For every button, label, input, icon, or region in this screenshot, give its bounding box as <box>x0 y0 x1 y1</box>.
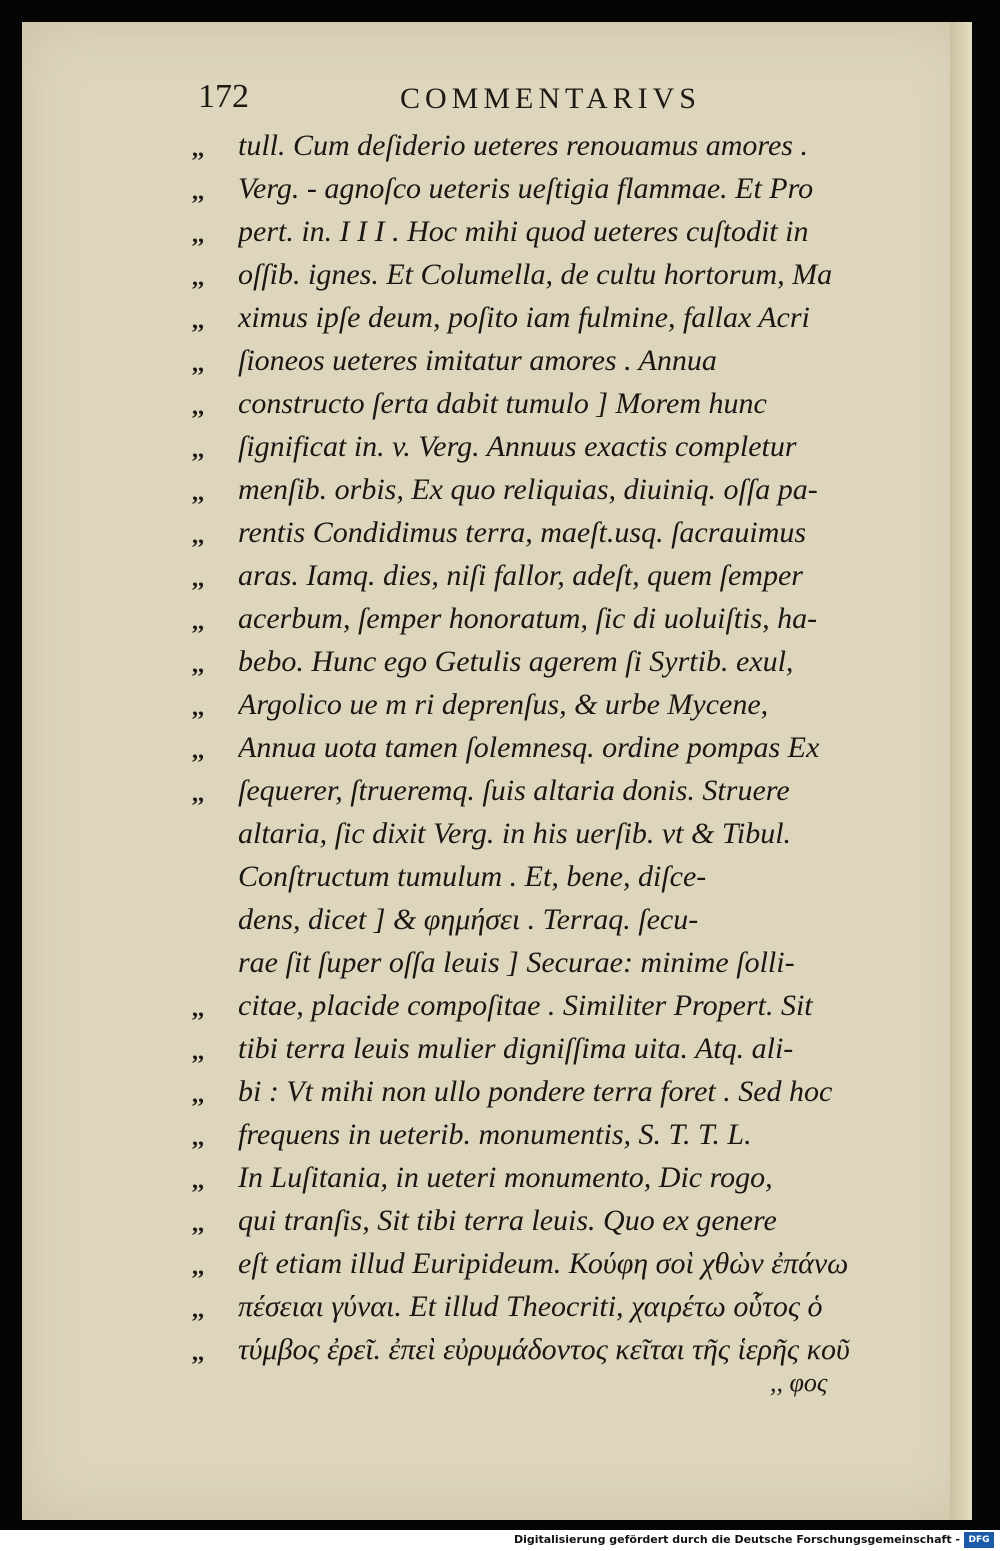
quotation-mark: ,, <box>192 652 204 678</box>
quotation-mark: ,, <box>192 1125 204 1151</box>
text-line: menſib. orbis, Ex quo reliquias, diuiniq. oſſa pa- <box>238 473 818 506</box>
quotation-mark: ,, <box>192 1039 204 1065</box>
text-line: ſequerer, ſtrueremq. ſuis altaria donis. Struere <box>238 774 790 807</box>
text-line: Annua uota tamen ſolemnesq. ordine pompas Ex <box>238 731 820 764</box>
quotation-mark: ,, <box>192 1168 204 1194</box>
text-line: frequens in ueterib. monumentis, S. T. T. L. <box>238 1118 752 1151</box>
page-number: 172 <box>198 78 249 115</box>
quotation-mark: ,, <box>192 136 204 162</box>
text-line: Conſtructum tumulum . Et, bene, diſce- <box>238 860 707 893</box>
text-line: eſt etiam illud Euripideum. Κούφη σοὶ χθὼν ἐπάνω <box>238 1247 849 1280</box>
quotation-mark <box>192 816 232 859</box>
text-line: ſignificat in. v. Verg. Annuus exactis completur <box>238 430 797 463</box>
quotation-mark: ,, <box>192 437 204 463</box>
text-line: pert. in. I I I . Hoc mihi quod ueteres cuſtodit in <box>238 215 809 248</box>
text-line: bebo. Hunc ego Getulis agerem ſi Syrtib. exul, <box>238 645 794 678</box>
quotation-mark: ,, <box>192 695 204 721</box>
digitization-footer <box>0 1530 1000 1551</box>
quotation-mark: ,, <box>192 523 204 549</box>
text-line: πέσειαι γύναι. Et illud Theocriti, χαιρέτω οὗτος ὁ <box>238 1290 823 1323</box>
quotation-mark: ,, <box>192 738 204 764</box>
text-line: In Luſitania, in ueteri monumento, Dic rogo, <box>238 1161 773 1194</box>
quotation-mark <box>192 945 232 988</box>
text-line: altaria, ſic dixit Verg. in his uerſib. vt & Tibul. <box>238 817 792 850</box>
text-line: τύμβος ἐρεῖ. ἐπεὶ εὐρυμάδοντος κεῖται τῆς ἱερῆς κοῦ <box>238 1333 850 1366</box>
quotation-mark: ,, <box>192 179 204 205</box>
text-line: constructo ſerta dabit tumulo ] Morem hunc <box>238 387 767 420</box>
text-line: acerbum, ſemper honoratum, ſic di uoluiſtis, ha- <box>238 602 818 635</box>
text-line: tull. Cum deſiderio ueteres renouamus amores . <box>238 129 808 162</box>
text-line: citae, placide compoſitae . Similiter Propert. Sit <box>238 989 813 1022</box>
text-line: dens, dicet ] & φημήσει . Terraq. ſecu- <box>238 903 699 936</box>
text-line: ximus ipſe deum, poſito iam fulmine, fallax Acri <box>238 301 810 334</box>
text-line: ſioneos ueteres imitatur amores . Annua <box>238 344 717 377</box>
quotation-mark: ,, <box>192 265 204 291</box>
quotation-mark: ,, <box>192 1211 204 1237</box>
catchword: ,, φος <box>770 1368 828 1397</box>
text-line: rentis Condidimus terra, maeſt.usq. ſacrauimus <box>238 516 807 549</box>
quotation-mark: ,, <box>192 1254 204 1280</box>
quotation-mark <box>192 859 232 902</box>
dfg-logo-icon: DFG <box>964 1532 994 1548</box>
quotation-mark: ,, <box>192 394 204 420</box>
text-line: aras. Iamq. dies, niſi fallor, adeſt, quem ſemper <box>238 559 803 592</box>
text-line: oſſib. ignes. Et Columella, de cultu hortorum, Ma <box>238 258 833 291</box>
quotation-mark <box>192 902 232 945</box>
text-line: bi : Vt mihi non ullo pondere terra foret . Sed hoc <box>238 1075 833 1108</box>
quotation-mark: ,, <box>192 351 204 377</box>
body-text <box>238 124 913 1371</box>
page-header <box>198 78 818 118</box>
quotation-marks-column <box>192 128 232 1375</box>
footer-credit: Digitalisierung gefördert durch die Deutsche Forschungsgemeinschaft - <box>513 1533 960 1546</box>
page-edge <box>950 22 972 1520</box>
quotation-mark: ,, <box>192 566 204 592</box>
text-line: qui tranſis, Sit tibi terra leuis. Quo ex genere <box>238 1204 777 1237</box>
quotation-mark: ,, <box>192 781 204 807</box>
running-title: COMMENTARIVS <box>400 82 701 115</box>
text-line: rae ſit ſuper oſſa leuis ] Securae: minime ſolli- <box>238 946 795 979</box>
quotation-mark: ,, <box>192 609 204 635</box>
quotation-mark: ,, <box>192 308 204 334</box>
quotation-mark: ,, <box>192 480 204 506</box>
quotation-mark: ,, <box>192 222 204 248</box>
quotation-mark: ,, <box>192 996 204 1022</box>
text-line: Argolico ue m ri deprenſus, & urbe Mycene, <box>238 688 769 721</box>
quotation-mark: ,, <box>192 1340 204 1366</box>
text-line: tibi terra leuis mulier digniſſima uita. Atq. ali- <box>238 1032 794 1065</box>
quotation-mark: ,, <box>192 1082 204 1108</box>
quotation-mark: ,, <box>192 1297 204 1323</box>
text-line: Verg. - agnoſco ueteris ueſtigia flammae. Et Pro <box>238 172 814 205</box>
